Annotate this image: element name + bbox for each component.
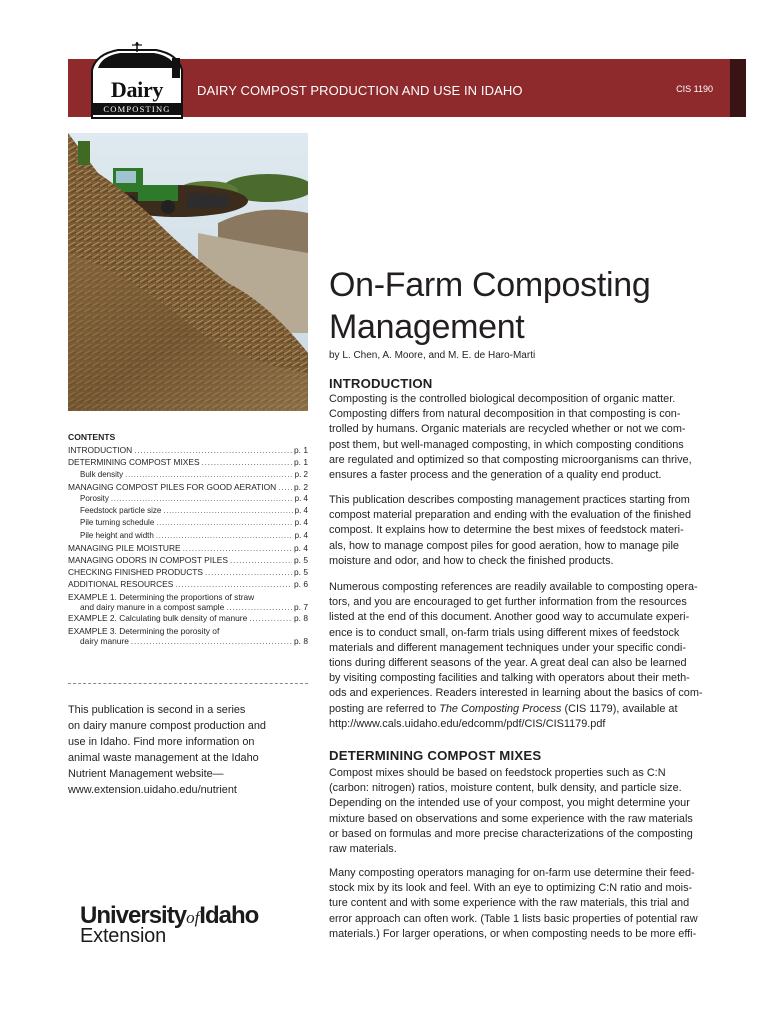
toc-page: p. 2: [294, 481, 308, 492]
contents-heading: CONTENTS: [68, 432, 116, 442]
banner-edge: [730, 59, 746, 117]
toc-page: p. 4: [294, 494, 308, 504]
toc-subitem[interactable]: [68, 517, 308, 529]
toc-label: MANAGING COMPOST PILES FOR GOOD AERATION: [68, 481, 277, 492]
toc-page: p. 1: [294, 457, 308, 468]
toc-label: MANAGING ODORS IN COMPOST PILES: [68, 555, 228, 566]
toc-page: p. 2: [294, 469, 308, 479]
publication-number: CIS 1190: [676, 84, 713, 94]
toc-page: p. 4: [294, 506, 308, 516]
toc-subitem[interactable]: [68, 469, 308, 481]
university-logo: [80, 902, 258, 948]
toc-page: p. 6: [294, 579, 308, 590]
nutrient-website-link[interactable]: www.extension.uidaho.edu/nutrient: [68, 784, 237, 796]
series-note-line: This publication is second in a series: [68, 704, 246, 716]
toc-page: p. 4: [294, 542, 308, 553]
toc-item[interactable]: [68, 578, 308, 590]
toc-item[interactable]: [68, 456, 308, 468]
intro-paragraph-3: Numerous composting references are readily available to composting opera- tors, and you are encouraged to get further information from the resources listed at the end of this document. Another good way to accumulate experi- ence is to conduct small, on-farm trials using different mixes of feedstock materials and different management techniques under your specific condi- tions during different seasons of the year. A great deal can also be learned by visiting composting facilities and talking with operators about their meth- ods and experiences. Readers interested in learning about the basics of com- posting are referred to The Composting Process (CIS 1179), available at http://www.cals.uidaho.edu/edcomm/pdf/CIS/CIS1179.pdf: [329, 580, 703, 732]
title-block: [329, 264, 725, 361]
toc-label: CHECKING FINISHED PRODUCTS: [68, 567, 203, 578]
university-name: UniversityofIdaho: [80, 902, 259, 929]
toc-item[interactable]: [68, 444, 308, 456]
series-note-line: animal waste management at the Idaho: [68, 752, 259, 764]
toc-label: Bulk density: [80, 469, 124, 479]
series-title: DAIRY COMPOST PRODUCTION AND USE IN IDAHO: [197, 83, 523, 98]
toc-item[interactable]: [68, 566, 308, 578]
reference-title: The Composting Process: [439, 702, 562, 715]
document-title: On-Farm Composting Management: [329, 266, 651, 346]
toc-page: p. 1: [294, 445, 308, 456]
series-note-line: use in Idaho. Find more information on: [68, 736, 255, 748]
toc-label: MANAGING PILE MOISTURE: [68, 542, 181, 553]
toc-page: p. 5: [294, 567, 308, 578]
mixes-paragraph-2: Many composting operators managing for on-farm use determine their feed- stock mix by its look and feel. With an eye to optimizing C:N ratio and mois- ture content and with some experience with the raw materials, this trial and error approach can often work. (Table 1 lists basic properties of potential raw materials.) For larger operations, or when composting needs to be more effi-: [329, 867, 698, 940]
toc-page: p. 8: [294, 613, 308, 624]
toc-label: Porosity: [80, 494, 109, 504]
toc-item-example-1[interactable]: [68, 592, 308, 613]
toc-label-line1: EXAMPLE 1. Determining the proportions of straw: [68, 591, 255, 602]
toc-item[interactable]: [68, 542, 308, 554]
toc-page: p. 4: [294, 530, 308, 540]
logo-word: Dairy: [110, 77, 164, 102]
compost-mixes-heading: DETERMINING COMPOST MIXES: [329, 748, 542, 763]
toc-page: p. 5: [294, 555, 308, 566]
contents-divider: [68, 683, 308, 684]
toc-page: p. 7: [294, 602, 308, 613]
toc-label: INTRODUCTION: [68, 445, 133, 456]
toc-label: Feedstock particle size: [80, 506, 162, 516]
reference-url-link[interactable]: http://www.cals.uidaho.edu/edcomm/pdf/CIS/CIS1179.pdf: [329, 717, 606, 730]
logo-subword: COMPOSTING: [93, 103, 181, 115]
toc-page: p. 8: [294, 636, 308, 647]
toc-item[interactable]: [68, 554, 308, 566]
extension-label: Extension: [80, 925, 167, 947]
intro-paragraph-1: Composting is the controlled biological decomposition of organic matter. Composting differs from natural decomposition in that composting is con- trolled by humans. Organic materials are recycled whether or not we com- post them, but well-managed composting, in which composting conditions are regulated and optimized so that composting microorganisms can thrive, ensures a faster process and the generation of a quality end product.: [329, 393, 692, 482]
toc-label: EXAMPLE 2. Calculating bulk density of manure: [68, 613, 248, 624]
toc-item-example-3[interactable]: [68, 626, 308, 647]
toc-label-line2: dairy manure: [80, 636, 129, 647]
toc-subitem[interactable]: [68, 493, 308, 505]
toc-label-line1: EXAMPLE 3. Determining the porosity of: [68, 625, 220, 636]
intro-paragraph-2: This publication describes composting management practices starting from compost material preparation and ending with the evaluation of the finished compost. It explains how to determine the best mixes of feedstock materi- als, how to manage compost piles for good aeration, how to manage pile moisture and odor, and how to check the finished products.: [329, 494, 692, 567]
table-of-contents: [68, 431, 308, 646]
toc-item-example-2[interactable]: [68, 612, 308, 624]
compost-pile-photo: [68, 133, 308, 411]
series-note: [68, 702, 308, 798]
toc-label: ADDITIONAL RESOURCES: [68, 579, 174, 590]
toc-label: Pile height and width: [80, 530, 154, 540]
toc-page: p. 4: [294, 518, 308, 528]
reference-line: posting are referred to The Composting Process (CIS 1179), available at: [329, 702, 678, 715]
toc-label: Pile turning schedule: [80, 518, 155, 528]
mixes-paragraph-1: Compost mixes should be based on feedstock properties such as C:N (carbon: nitrogen) ratios, moisture content, bulk density, and particle size. Depending on the intended use of your compost, you might determine your mixture based on observations and some experience with the raw materials or based on formulas and more precise characterizations of the composting raw materials.: [329, 767, 693, 856]
toc-label: DETERMINING COMPOST MIXES: [68, 457, 200, 468]
toc-label-line2: and dairy manure in a compost sample: [80, 602, 225, 613]
series-note-line: on dairy manure compost production and: [68, 720, 266, 732]
byline: by L. Chen, A. Moore, and M. E. de Haro-Marti: [329, 350, 536, 361]
dairy-composting-logo: [88, 40, 186, 120]
series-note-line: Nutrient Management website—: [68, 768, 224, 780]
introduction-heading: INTRODUCTION: [329, 376, 433, 391]
toc-item[interactable]: [68, 481, 308, 493]
toc-subitem[interactable]: [68, 530, 308, 542]
toc-subitem[interactable]: [68, 505, 308, 517]
